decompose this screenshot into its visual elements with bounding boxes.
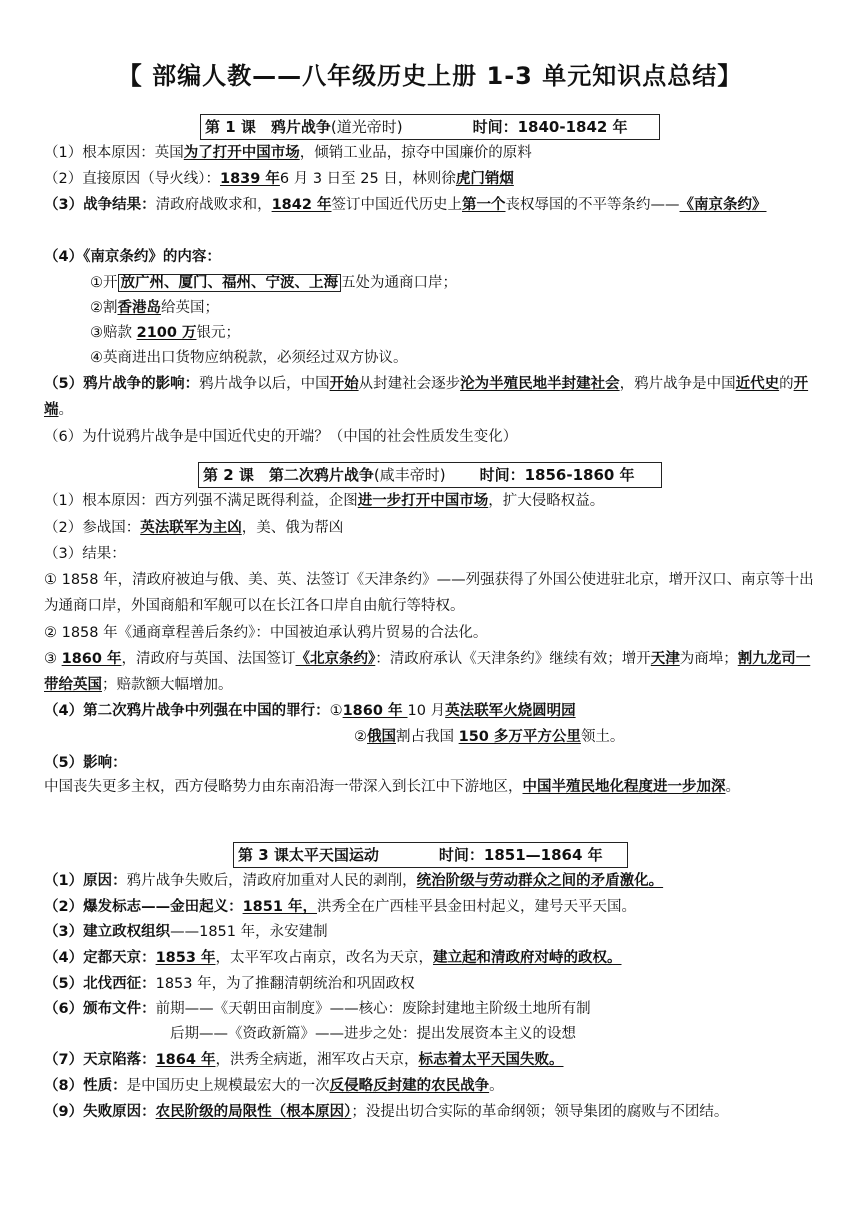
l2-row-3 (44, 543, 816, 565)
l3-row-4 (44, 947, 816, 969)
text-span: ①开 (90, 275, 118, 291)
text-span: 反侵略反封建的农民战争 (329, 1078, 490, 1094)
text-span: ②割 (90, 300, 118, 316)
lesson-2-name: 第 2 课 第二次鸦片战争 (203, 466, 374, 484)
text-span: （2）直接原因（导火线）： (44, 171, 220, 187)
text-span: 签订中国近代历史上 (331, 197, 462, 213)
text-span: 中国半殖民地化程度进一步加深 (522, 779, 726, 795)
text-span: 西方列强不满足既得利益，企图 (154, 493, 358, 509)
text-span: ，扩大侵略权益。 (488, 493, 605, 509)
text-span: 为了打开中国市场 (183, 145, 300, 161)
text-span: 是中国历史上规模最宏大的一次 (126, 1078, 330, 1094)
text-span: ，鸦片战争是中国 (619, 376, 736, 392)
text-span: 丧权辱国的不平等条约—— (505, 197, 680, 213)
text-span: ③ (44, 651, 62, 667)
text-span: 1851 年， (242, 899, 317, 915)
text-span: 英国 (154, 145, 184, 161)
text-span: 英法联军为主凶 (140, 520, 242, 536)
l3-row-1 (44, 870, 816, 892)
text-span: 鸦片战争以后，中国 (199, 376, 330, 392)
text-span: ——1851 年，永安建制 (170, 924, 328, 940)
text-span: 2100 万 (136, 325, 197, 341)
text-span: 割占我国 (396, 729, 459, 745)
l3-row-3 (44, 921, 816, 943)
text-span: ，洪秀全病逝，湘军攻占天京， (215, 1052, 419, 1068)
text-span: 中国丧失更多主权，西方侵略势力由东南沿海一带深入到长江中下游地区， (44, 779, 523, 795)
l1-row-7 (90, 322, 810, 344)
text-span: 第一个 (462, 197, 506, 213)
text-span: 6 月 3 日至 25 日，林则徐 (279, 171, 456, 187)
lesson-1-name: 第 1 课 鸦片战争 (205, 118, 331, 136)
text-span: ，倾销工业品，掠夺中国廉价的原料 (299, 145, 532, 161)
text-span: 《南京条约》 (679, 197, 767, 213)
text-span: 天津 (650, 651, 680, 667)
text-span: ；赔款额大幅增加。 (102, 677, 233, 693)
l2-row-10 (44, 774, 816, 800)
text-span: 为商埠； (679, 651, 738, 667)
text-span: 。 (58, 402, 73, 418)
text-span: 。 (725, 779, 740, 795)
lesson-2-time: 时间：1856-1860 年 (479, 466, 635, 484)
l2-row-9 (44, 752, 816, 774)
text-span: 割九龙司一带给英国 (44, 651, 811, 693)
l2-row-7 (44, 700, 816, 722)
text-span: 给英国； (161, 300, 219, 316)
text-span: （5）北伐西征： (44, 976, 156, 992)
text-span: 沦为半殖民地半封建社会 (460, 376, 620, 392)
text-span: （9）失败原因： (44, 1104, 156, 1120)
text-span: ③赔款 (90, 325, 137, 341)
text-span: （1）根本原因： (44, 145, 155, 161)
l3-row-6 (44, 998, 816, 1020)
text-span: 清政府战败求和， (155, 197, 272, 213)
text-span: （5）鸦片战争的影响： (44, 376, 200, 392)
text-span: 1853 年，为了推翻清朝统治和巩固政权 (155, 976, 415, 992)
lesson-3-name: 第 3 课太平天国运动 (238, 846, 379, 864)
l3-row-10 (44, 1099, 816, 1125)
text-span: ① (329, 703, 343, 719)
l2-row-2 (44, 517, 816, 539)
l3-row-5 (44, 973, 816, 995)
text-span: ① 1858 年，清政府被迫与俄、美、英、法签订《天津条约》——列强获得了外国公使进驻北京，增开汉口、南京等十出为通商口岸，外国商船和军舰可以在长江各口岸自由航行等特权。 (44, 572, 814, 614)
text-span: 1842 年 (271, 197, 332, 213)
text-span: 1864 年 (155, 1052, 216, 1068)
text-span: （4）《南京条约》的内容： (44, 249, 221, 265)
l1-row-8 (90, 347, 810, 369)
text-span: 统治阶级与劳动群众之间的矛盾激化。 (416, 873, 664, 889)
text-span: 前期——《天朝田亩制度》——核心：废除封建地主阶级土地所有制 (155, 1001, 591, 1017)
text-span: 从封建社会逐步 (358, 376, 461, 392)
text-span: 开端 (44, 376, 809, 418)
text-span: （2）爆发标志——金田起义： (44, 899, 243, 915)
text-span: 鸦片战争失败后，清政府加重对人民的剥削， (126, 873, 417, 889)
text-span: 领土。 (580, 729, 625, 745)
text-span: （5）影响： (44, 755, 127, 771)
text-span: ：清政府承认《天津条约》继续有效；增开 (375, 651, 651, 667)
text-span: 五处为通商口岸； (341, 275, 457, 291)
lesson-1-time: 时间：1840-1842 年 (472, 118, 628, 136)
text-span: ，美、俄为帮凶 (241, 520, 344, 536)
l3-row-7 (170, 1023, 810, 1045)
text-span: 农民阶级的局限性（根本原因） (155, 1104, 352, 1120)
text-span: 建立起和清政府对峙的政权。 (433, 950, 622, 966)
text-span: 开始 (329, 376, 359, 392)
page-title: 【 部编人教——八年级历史上册 1-3 单元知识点总结】 (117, 62, 743, 90)
l1-row-6 (90, 297, 810, 319)
l3-row-8 (44, 1049, 816, 1071)
text-span: （1）根本原因： (44, 493, 155, 509)
text-span: ④英商进出口货物应纳税款，必须经过双方协议。 (90, 350, 408, 366)
l1-row-5 (90, 272, 810, 294)
text-span: （6）颁布文件： (44, 1001, 156, 1017)
text-span: 的 (779, 376, 794, 392)
text-span: （7）天京陷落： (44, 1052, 156, 1068)
text-span: 放广州、厦门、福州、宁波、上海 (118, 274, 342, 292)
text-span: ② 1858 年《通商章程善后条约》：中国被迫承认鸦片贸易的合法化。 (44, 625, 488, 641)
text-span: （4）定都天京： (44, 950, 156, 966)
l1-row-3 (44, 192, 816, 218)
text-span: 10 月 (407, 703, 446, 719)
text-span: 银元； (196, 325, 241, 341)
l1-row-9 (44, 371, 816, 423)
text-span: 1853 年 (155, 950, 216, 966)
text-span: ，清政府与英国、法国签订 (121, 651, 296, 667)
text-span: 香港岛 (117, 300, 161, 316)
text-span: 近代史 (735, 376, 780, 392)
text-span: （3）结果： (44, 546, 126, 562)
lesson-2-header (198, 462, 662, 488)
lesson-1-dynasty: (道光帝时) (330, 118, 403, 136)
text-span: （2）参战国： (44, 520, 141, 536)
text-span: 1860 年 (61, 651, 122, 667)
text-span: 150 多万平方公里 (458, 729, 581, 745)
text-span: （3）战争结果： (44, 197, 156, 213)
l1-row-1 (44, 142, 816, 164)
l3-row-9 (44, 1075, 816, 1097)
text-span: 标志着太平天国失败。 (418, 1052, 564, 1068)
l2-row-5 (44, 622, 816, 644)
lesson-1-header (200, 114, 660, 140)
l1-row-10 (44, 426, 816, 448)
text-span: 后期——《资政新篇》——进步之处：提出发展资本主义的设想 (170, 1026, 576, 1042)
lesson-3-time: 时间：1851—1864 年 (438, 846, 603, 864)
text-span: 英法联军火烧圆明园 (445, 703, 576, 719)
text-span: ；没提出切合实际的革命纲领；领导集团的腐败与不团结。 (351, 1104, 729, 1120)
lesson-2-dynasty: (咸丰帝时) (373, 466, 446, 484)
text-span: 《北京条约》 (295, 651, 376, 667)
lesson-3-header (233, 842, 628, 868)
text-span: 俄国 (367, 729, 396, 745)
text-span: 虎门销烟 (455, 171, 514, 187)
text-span: （3）建立政权组织 (44, 924, 171, 940)
text-span: 进一步打开中国市场 (357, 493, 489, 509)
l1-row-4 (44, 246, 816, 268)
l3-row-2 (44, 896, 816, 918)
text-span: 洪秀全在广西桂平县金田村起义，建号天平天国。 (317, 899, 636, 915)
l2-row-4 (44, 567, 816, 619)
text-span: 1839 年 (219, 171, 280, 187)
l2-row-8 (354, 726, 814, 748)
text-span: （4）第二次鸦片战争中列强在中国的罪行： (44, 703, 330, 719)
text-span: （6）为什说鸦片战争是中国近代史的开端？（中国的社会性质发生变化） (44, 429, 518, 445)
text-span: ，太平军攻占南京，改名为天京， (215, 950, 433, 966)
text-span: 。 (489, 1078, 504, 1094)
text-span: ② (354, 729, 367, 745)
l1-row-2 (44, 168, 816, 190)
l2-row-1 (44, 490, 816, 512)
text-span: 1860 年 (342, 703, 408, 719)
text-span: （8）性质： (44, 1078, 127, 1094)
l2-row-6 (44, 646, 816, 698)
text-span: （1）原因： (44, 873, 127, 889)
